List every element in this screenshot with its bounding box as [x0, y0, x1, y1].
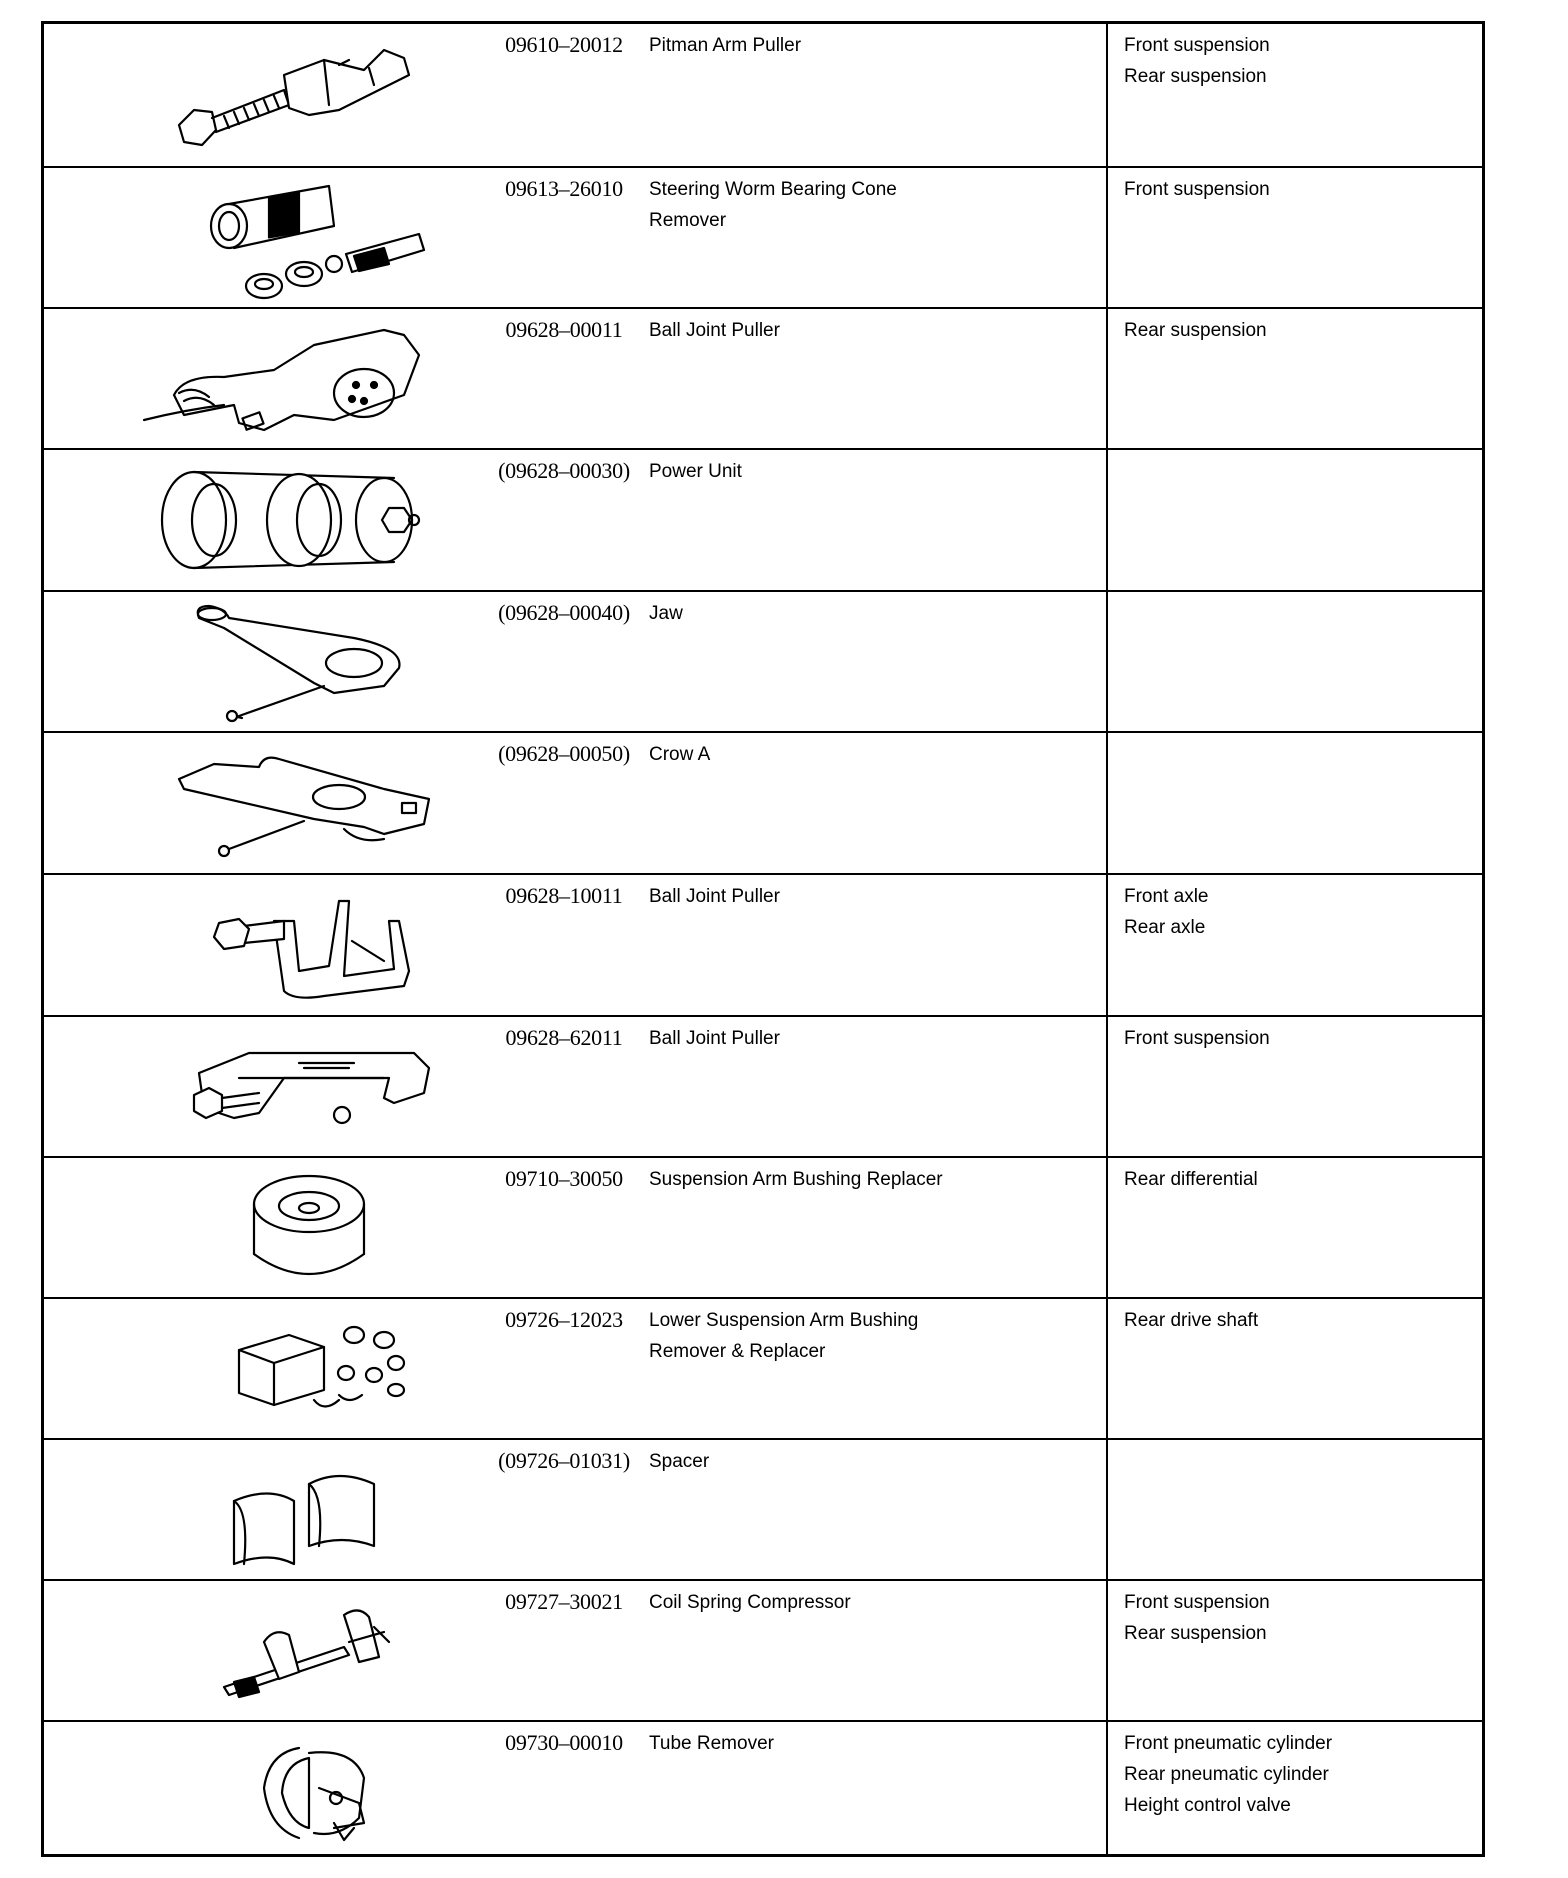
usage-item: Front suspension: [1124, 1592, 1270, 1613]
bushing-remover-set-illustration-svg: [84, 1305, 464, 1433]
tool-name-line: Pitman Arm Puller: [649, 35, 802, 56]
part-number: (09628–00050): [498, 741, 630, 766]
tool-name-line: Ball Joint Puller: [649, 320, 780, 341]
usage-item: Front suspension: [1124, 179, 1270, 200]
tool-name-line: Power Unit: [649, 461, 742, 482]
table-row: [44, 24, 1482, 166]
tool-name-line: Remover: [649, 210, 727, 231]
table-row: [44, 1297, 1482, 1438]
part-number: 09726–12023: [505, 1307, 623, 1332]
usage-item: Front pneumatic cylinder: [1124, 1733, 1333, 1754]
tube-remover-illustration: [84, 1728, 464, 1856]
usage-item: Rear suspension: [1124, 66, 1267, 87]
tool-name: [649, 1305, 1089, 1367]
ball-joint-puller-illustration: [84, 315, 464, 443]
usage-list: [1124, 1587, 1474, 1649]
table-row: [44, 1015, 1482, 1156]
usage-item: Front suspension: [1124, 35, 1270, 56]
table-row: [44, 1438, 1482, 1579]
tool-name: [649, 1587, 1089, 1618]
bearing-cone-remover-illustration: [84, 174, 464, 302]
usage-item: Rear differential: [1124, 1169, 1258, 1190]
bearing-cone-remover-illustration-svg: [84, 174, 464, 302]
part-number: 09613–26010: [505, 176, 623, 201]
table-row: [44, 590, 1482, 731]
tube-remover-illustration-svg: [84, 1728, 464, 1856]
ball-joint-puller-frame-illustration: [84, 1023, 464, 1151]
coil-spring-compressor-illustration-svg: [84, 1587, 464, 1715]
part-number: 09628–62011: [505, 1025, 623, 1050]
usage-item: Front suspension: [1124, 1028, 1270, 1049]
tool-name: [649, 881, 1089, 912]
tool-name-line: Lower Suspension Arm Bushing: [649, 1310, 919, 1331]
spacer-illustration: [84, 1446, 464, 1574]
tool-name: [649, 30, 1089, 61]
table-row: [44, 166, 1482, 307]
coil-spring-compressor-illustration: [84, 1587, 464, 1715]
tool-name: [649, 739, 1089, 770]
usage-list: [1124, 1023, 1474, 1054]
table-row: [44, 448, 1482, 590]
bushing-replacer-illustration: [84, 1164, 464, 1292]
tool-name-line: Steering Worm Bearing Cone: [649, 179, 897, 200]
ball-joint-puller-illustration-svg: [84, 315, 464, 443]
table-row: [44, 1720, 1482, 1854]
tool-name: [649, 1446, 1089, 1477]
tool-name-line: Coil Spring Compressor: [649, 1592, 851, 1613]
ball-joint-puller-u-illustration-svg: [84, 881, 464, 1009]
usage-item: Rear drive shaft: [1124, 1310, 1259, 1331]
usage-item: Height control valve: [1124, 1795, 1291, 1816]
power-unit-illustration: [84, 456, 464, 584]
usage-list: [1124, 30, 1474, 92]
usage-list: [1124, 881, 1474, 943]
spacer-illustration-svg: [84, 1446, 464, 1574]
ball-joint-puller-u-illustration: [84, 881, 464, 1009]
part-number: (09628–00040): [498, 600, 630, 625]
tool-name-line: Remover & Replacer: [649, 1341, 826, 1362]
tool-name: [649, 315, 1089, 346]
tool-name: [649, 1728, 1089, 1759]
tool-name: [649, 174, 1089, 236]
tool-name: [649, 1164, 1089, 1195]
table-row: [44, 307, 1482, 448]
jaw-illustration-svg: [84, 598, 464, 726]
part-number: 09730–00010: [505, 1730, 623, 1755]
usage-list: [1124, 1728, 1474, 1821]
tool-name: [649, 456, 1089, 487]
pitman-arm-puller-illustration-svg: [84, 30, 464, 158]
usage-list: [1124, 1305, 1474, 1336]
table-row: [44, 731, 1482, 873]
tool-name-line: Jaw: [649, 603, 683, 624]
table-row: [44, 1579, 1482, 1720]
part-number: 09727–30021: [505, 1589, 623, 1614]
part-number: 09628–10011: [505, 883, 623, 908]
bushing-replacer-illustration-svg: [84, 1164, 464, 1292]
ball-joint-puller-frame-illustration-svg: [84, 1023, 464, 1151]
crow-a-illustration-svg: [84, 739, 464, 867]
power-unit-illustration-svg: [84, 456, 464, 584]
tool-name: [649, 598, 1089, 629]
special-tools-table: [41, 21, 1485, 1857]
tool-name-line: Ball Joint Puller: [649, 886, 780, 907]
table-row: [44, 873, 1482, 1015]
usage-list: [1124, 1164, 1474, 1195]
tool-name-line: Ball Joint Puller: [649, 1028, 780, 1049]
part-number: 09710–30050: [505, 1166, 623, 1191]
usage-item: Rear pneumatic cylinder: [1124, 1764, 1329, 1785]
pitman-arm-puller-illustration: [84, 30, 464, 158]
tool-name-line: Crow A: [649, 744, 711, 765]
usage-item: Rear axle: [1124, 917, 1206, 938]
usage-item: Rear suspension: [1124, 320, 1267, 341]
tool-name: [649, 1023, 1089, 1054]
usage-list: [1124, 315, 1474, 346]
part-number: 09610–20012: [505, 32, 623, 57]
tool-name-line: Spacer: [649, 1451, 710, 1472]
usage-item: Front axle: [1124, 886, 1209, 907]
bushing-remover-set-illustration: [84, 1305, 464, 1433]
part-number: 09628–00011: [505, 317, 623, 342]
crow-a-illustration: [84, 739, 464, 867]
usage-list: [1124, 174, 1474, 205]
usage-item: Rear suspension: [1124, 1623, 1267, 1644]
part-number: (09628–00030): [498, 458, 630, 483]
table-row: [44, 1156, 1482, 1297]
tool-name-line: Suspension Arm Bushing Replacer: [649, 1169, 943, 1190]
jaw-illustration: [84, 598, 464, 726]
part-number: (09726–01031): [498, 1448, 630, 1473]
tool-name-line: Tube Remover: [649, 1733, 774, 1754]
